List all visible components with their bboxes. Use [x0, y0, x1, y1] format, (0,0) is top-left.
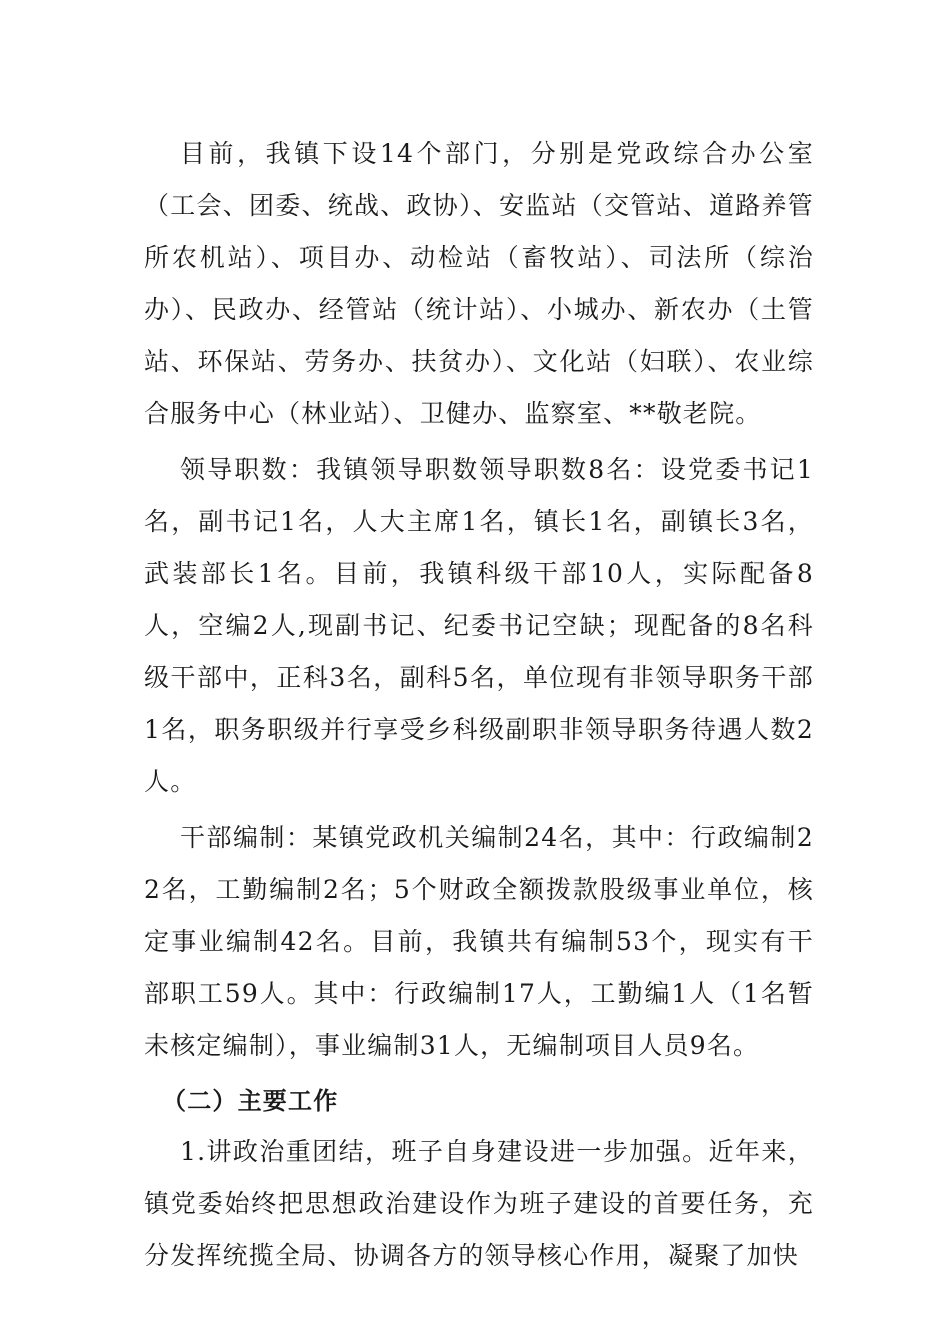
paragraph-departments: 目前，我镇下设14个部门，分别是党政综合办公室（工会、团委、统战、政协）、安监站（交管站、道路养管所农机站）、项目办、动检站（畜牧站）、司法所（综治办）、民政办、经管站（统计站）、小城办、新农办（土管站、环保站、劳务办、扶贫办）、文化站（妇联）、农业综合服务中心（林业站）、卫健办、监察室、**敬老院。 — [144, 139, 814, 428]
paragraph-main-work: 1.讲政治重团结，班子自身建设进一步加强。近年来，镇党委始终把思想政治建设作为班子建设的首要任务，充分发挥统揽全局、协调各方的领导核心作用，凝聚了加快 — [144, 1137, 814, 1270]
section-heading: （二）主要工作 — [162, 1087, 339, 1115]
document-body — [144, 128, 814, 1282]
paragraph-leadership-positions: 领导职数：我镇领导职数领导职数8名：设党委书记1名，副书记1名，人大主席1名，镇长1名，副镇长3名，武装部长1名。目前，我镇科级干部10人，实际配备8人，空编2人,现副书记、纪委书记空缺；现配备的8名科级干部中，正科3名，副科5名，单位现有非领导职务干部1名，职务职级并行享受乡科级副职非领导职务待遇人数2人。 — [144, 455, 814, 796]
paragraph-staff-establishment: 干部编制：某镇党政机关编制24名，其中：行政编制22名，工勤编制2名；5个财政全额拨款股级事业单位，核定事业编制42名。目前，我镇共有编制53个，现实有干部职工59人。其中：行政编制17人，工勤编1人（1名暂未核定编制），事业编制31人，无编制项目人员9名。 — [144, 823, 814, 1060]
